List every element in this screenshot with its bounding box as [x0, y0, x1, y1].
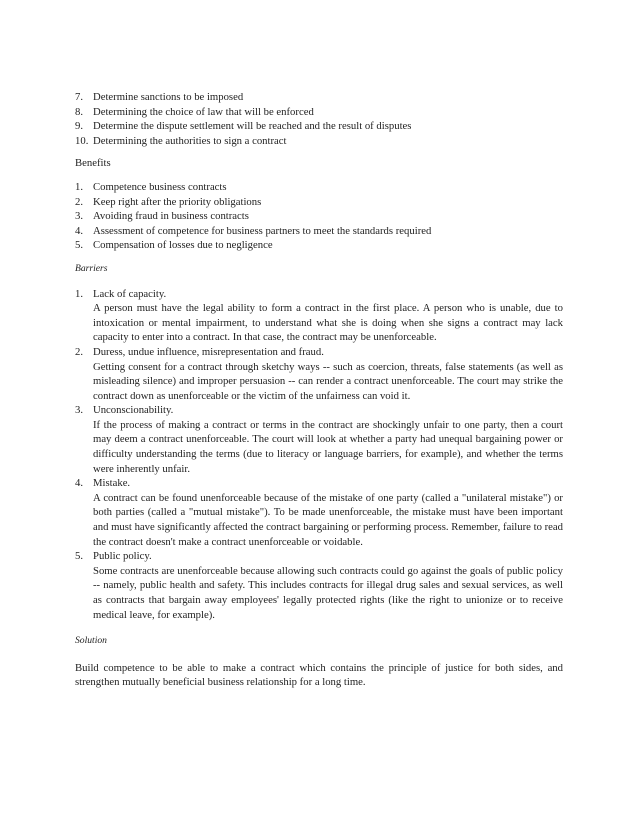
item-text: Determining the choice of law that will be enforced	[93, 105, 314, 118]
item-text: Competence business contracts	[93, 180, 227, 193]
list-item	[75, 180, 563, 195]
item-number: 7.	[75, 91, 84, 103]
list-item	[75, 224, 563, 239]
list-item	[75, 105, 563, 120]
item-text: Compensation of losses due to negligence	[93, 239, 273, 252]
list-item	[75, 209, 563, 224]
item-text: Determine the dispute settlement will be reached and the result of disputes	[93, 120, 412, 133]
item-text: Avoiding fraud in business contracts	[93, 210, 249, 223]
barrier-body: Some contracts are unenforceable because allowing such contracts could go against the goals of public policy -- namely, public health and safety. This includes contracts for illegal drug sales and sexual services, as well as contracts that bargain away employees' legally protected rights (like the right to unionize or to receive medical leave, for example).	[93, 564, 563, 621]
item-content	[93, 287, 563, 345]
item-number: 5.	[75, 239, 84, 252]
item-number: 4.	[75, 477, 84, 490]
list-item	[75, 287, 563, 345]
list-item	[75, 549, 563, 622]
determinations-list	[75, 90, 563, 148]
barrier-body: If the process of making a contract or terms in the contract are shockingly unfair to one party, then a court may deem a contract unenforceable. The court will look at whether a party had unequal bargaining power or difficulty understanding the terms (due to literacy or language barriers, for example), and whether the terms were inherently unfair.	[93, 418, 563, 475]
item-content	[93, 476, 563, 549]
item-text: Determining the authorities to sign a contract	[93, 134, 287, 147]
item-number: 1.	[75, 287, 84, 300]
item-content	[93, 345, 563, 403]
list-item	[75, 134, 563, 149]
item-number: 5.	[75, 550, 84, 563]
item-number: 3.	[75, 404, 84, 417]
list-item	[75, 119, 563, 134]
item-number: 4.	[75, 224, 84, 237]
list-item	[75, 345, 563, 403]
item-number: 1.	[75, 180, 84, 193]
item-text: Determine sanctions to be imposed	[93, 91, 244, 103]
item-content	[93, 403, 563, 476]
barrier-title: Public policy.	[93, 550, 152, 563]
item-number: 8.	[75, 105, 84, 118]
barrier-body: Getting consent for a contract through sketchy ways -- such as coercion, threats, false statements (as well as misleading silence) and improper persuasion -- can render a contract unenforceable. The court may strike the contract down as unenforceable or the victim of the unfairness can void it.	[93, 360, 563, 402]
barrier-body: A contract can be found unenforceable because of the mistake of one party (called a "unilateral mistake") or both parties (called a "mutual mistake"). To be made unenforceable, the mistake must have been important and must have significantly affected the contract bargaining or performing process. Remember, failure to read the contract doesn't make a contract unenforceable or voidable.	[93, 491, 563, 548]
barrier-title: Unconscionability.	[93, 404, 174, 417]
barriers-heading: Barriers	[75, 262, 108, 274]
benefits-list	[75, 180, 563, 253]
barrier-title: Mistake.	[93, 477, 131, 490]
list-item	[75, 90, 563, 105]
list-item	[75, 476, 563, 549]
item-number: 10.	[75, 134, 89, 147]
barrier-body: A person must have the legal ability to form a contract in the first place. A person who is unable, due to intoxication or mental impairment, to understand what she is doing when she signs a contract may lack capacity to enter into a contract. In that case, the contract may be unenforceable.	[93, 302, 563, 344]
item-number: 2.	[75, 195, 84, 208]
barrier-title: Duress, undue influence, misrepresentation and fraud.	[93, 345, 324, 358]
solution-text: Build competence to be able to make a contract which contains the principle of justice for both sides, and strengthen mutually beneficial business relationship for a long time.	[75, 661, 563, 689]
item-number: 3.	[75, 210, 84, 223]
item-number: 9.	[75, 120, 84, 133]
solution-heading: Solution	[75, 635, 107, 647]
barriers-list	[75, 287, 563, 623]
document-page	[75, 90, 563, 690]
item-number: 2.	[75, 345, 84, 358]
list-item	[75, 195, 563, 210]
item-text: Keep right after the priority obligations	[93, 195, 262, 208]
list-item	[75, 238, 563, 253]
barrier-title: Lack of capacity.	[93, 287, 167, 300]
benefits-heading: Benefits	[75, 157, 111, 170]
item-text: Assessment of competence for business partners to meet the standards required	[93, 224, 432, 237]
item-content	[93, 549, 563, 622]
list-item	[75, 403, 563, 476]
